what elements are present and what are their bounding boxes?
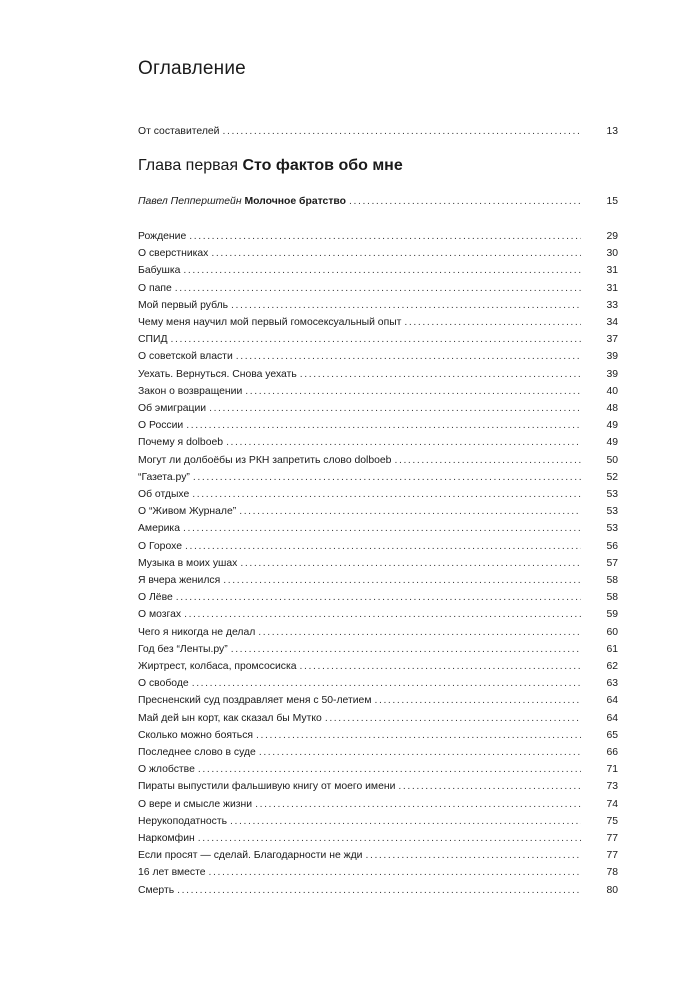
toc-entry-title: Музыка в моих ушах (138, 557, 238, 569)
toc-entry-title: Закон о возвращении (138, 385, 243, 397)
chapter-label: Глава первая (138, 157, 239, 174)
chapter-heading[interactable] (138, 155, 403, 177)
dot-leader (198, 831, 581, 847)
toc-entry-title: Если просят — сделай. Благодарности не жди (138, 850, 363, 862)
dot-leader (184, 607, 581, 623)
toc-entry[interactable] (138, 831, 618, 847)
dot-leader (394, 453, 581, 469)
toc-entry-title: Пираты выпустили фальшивую книгу от моего имени (138, 781, 396, 793)
toc-entry-page: 33 (606, 299, 618, 311)
toc-entry-page: 34 (606, 317, 618, 328)
toc-entry-page: 48 (606, 403, 618, 414)
dot-leader (192, 487, 581, 503)
toc-entry-page: 71 (606, 764, 618, 776)
toc-entry[interactable] (138, 607, 618, 623)
toc-entry-page: 31 (606, 265, 618, 277)
toc-entry-title: 16 лет вместе (138, 867, 206, 879)
toc-entry-title: Бабушка (138, 265, 181, 277)
toc-entry[interactable] (138, 453, 618, 469)
toc-entry-title: О Горохе (138, 540, 182, 552)
dot-leader (183, 521, 581, 537)
toc-entry[interactable] (138, 487, 618, 503)
toc-entry-title: Рождение (138, 231, 187, 242)
dot-leader (240, 556, 581, 572)
dot-leader (259, 745, 581, 761)
toc-entry-title: О жлобстве (138, 764, 195, 776)
dot-leader (300, 367, 581, 383)
dot-leader (300, 659, 581, 675)
dot-leader (223, 573, 581, 589)
toc-entry[interactable] (138, 797, 618, 813)
toc-entry-title: О вере и смысле жизни (138, 798, 253, 810)
dot-leader (398, 779, 581, 795)
toc-entry-title: Чего я никогда не делал (138, 626, 256, 638)
toc-entry-page: 77 (606, 833, 618, 844)
dot-leader (231, 298, 581, 314)
toc-entry-title: Сколько можно бояться (138, 729, 254, 741)
toc-entry[interactable] (138, 659, 618, 675)
toc-entry[interactable] (138, 281, 618, 297)
dot-leader (175, 281, 581, 297)
dot-leader (185, 539, 581, 555)
toc-entry-page: 53 (606, 506, 618, 518)
toc-entry-page: 61 (606, 643, 618, 655)
toc-entry[interactable] (138, 470, 618, 486)
toc-entry-title: Америка (138, 523, 180, 535)
toc-entry-title: Смерть (138, 884, 175, 896)
toc-entry-title: О мозгах (138, 609, 182, 621)
toc-entry[interactable] (138, 332, 618, 348)
toc-entry-page: 30 (606, 248, 618, 260)
dot-leader (186, 418, 581, 434)
toc-entry-page: 63 (606, 678, 618, 690)
toc-entry-title: Год без “Ленты.ру” (138, 643, 228, 655)
toc-entry-page: 75 (606, 815, 618, 827)
toc-entry-page: 78 (606, 867, 618, 879)
toc-entry[interactable] (138, 676, 618, 692)
dot-leader (183, 263, 581, 279)
toc-entry-title: О свободе (138, 678, 189, 690)
dot-leader (258, 625, 581, 641)
dot-leader (209, 401, 581, 417)
dot-leader (177, 883, 581, 899)
toc-entry-page: 13 (606, 126, 618, 137)
toc-entry[interactable] (138, 315, 618, 331)
dot-leader (189, 229, 581, 245)
toc-entry[interactable] (138, 693, 618, 709)
toc-entry-title: О сверстниках (138, 248, 209, 260)
toc-entry-page: 64 (606, 695, 618, 707)
dot-leader (245, 384, 581, 400)
toc-entry[interactable] (138, 246, 618, 262)
dot-leader (231, 642, 581, 658)
toc-entry-page: 60 (606, 626, 618, 638)
toc-entry-title: Мой первый рубль (138, 299, 229, 311)
toc-entry-title: Жиртрест, колбаса, промсосиска (138, 661, 297, 672)
toc-entry-page: 80 (606, 884, 618, 896)
dot-leader (193, 470, 581, 486)
toc-entry-title: Май дей ын корт, как сказал бы Мутко (138, 712, 322, 724)
toc-entry-page: 62 (606, 661, 618, 672)
chapter-title: Сто фактов обо мне (242, 157, 403, 174)
toc-entry-page: 53 (606, 489, 618, 500)
toc-entry-title: О “Живом Журнале” (138, 506, 237, 518)
toc-entry[interactable] (138, 504, 618, 520)
dot-leader (198, 762, 581, 778)
toc-entry[interactable] (138, 384, 618, 400)
toc-entry-title: Нерукоподатность (138, 815, 228, 827)
toc-entry-title: Об отдыхе (138, 489, 190, 500)
dot-leader (349, 194, 581, 210)
toc-entry-page: 49 (606, 420, 618, 432)
toc-entry-page: 15 (606, 196, 618, 207)
toc-entry-title: Пресненский суд поздравляет меня с 50-летием (138, 695, 372, 707)
toc-entry-title: О Лёве (138, 592, 173, 604)
toc-entry-page: 59 (606, 609, 618, 621)
dot-leader (255, 797, 581, 813)
toc-entry-title: “Газета.ру” (138, 471, 190, 483)
dot-leader (222, 124, 581, 140)
toc-entry-page: 53 (606, 523, 618, 535)
toc-entry-page: 65 (606, 729, 618, 741)
toc-entry-title: СПИД (138, 334, 168, 346)
dot-leader (170, 332, 581, 348)
dot-leader (239, 504, 581, 520)
toc-entry-title: Почему я dolboeb (138, 437, 224, 449)
dot-leader (226, 435, 581, 451)
toc-entry[interactable] (138, 229, 618, 245)
dot-leader (236, 349, 581, 365)
dot-leader (365, 848, 581, 864)
toc-entry[interactable] (138, 745, 618, 761)
toc-entry-page: 73 (606, 781, 618, 793)
toc-entry[interactable] (138, 573, 618, 589)
toc-entry-title: От составителей (138, 126, 220, 137)
toc-entry[interactable] (138, 556, 618, 572)
toc-entry-title: О России (138, 420, 184, 432)
toc-entry[interactable] (138, 263, 618, 279)
toc-entry[interactable] (138, 728, 618, 744)
toc-entry[interactable] (138, 298, 618, 314)
toc-entry-page: 56 (606, 540, 618, 552)
toc-entry[interactable] (138, 711, 618, 727)
dot-leader (192, 676, 581, 692)
toc-entry[interactable] (138, 539, 618, 555)
toc-entry-intro[interactable] (138, 194, 618, 210)
toc-entry-page: 29 (606, 231, 618, 242)
toc-entry-title: Наркомфин (138, 833, 195, 844)
toc-entry-page: 49 (606, 437, 618, 449)
toc-entry[interactable] (138, 642, 618, 658)
toc-entry-title: Последнее слово в суде (138, 747, 256, 758)
toc-entry[interactable] (138, 762, 618, 778)
toc-entry-page: 40 (606, 385, 618, 397)
toc-entry-title: О советской власти (138, 351, 233, 363)
toc-entry[interactable] (138, 883, 618, 899)
toc-entry-title: Чему меня научил мой первый гомосексуальный опыт (138, 317, 402, 328)
toc-entry[interactable] (138, 848, 618, 864)
toc-entry[interactable] (138, 418, 618, 434)
toc-entry-title: Могут ли долбоёбы из РКН запретить слово dolboeb (138, 454, 392, 466)
toc-entry-page: 57 (606, 557, 618, 569)
page-title: Оглавление (138, 58, 246, 79)
dot-leader (176, 590, 581, 606)
toc-entry-page: 52 (606, 471, 618, 483)
toc-entry-title: Об эмиграции (138, 403, 207, 414)
toc-entry[interactable] (138, 814, 618, 830)
toc-entry-title: Я вчера женился (138, 575, 221, 586)
intro-author: Павел Пепперштейн (138, 196, 242, 207)
dot-leader (256, 728, 581, 744)
toc-entry-title: Уехать. Вернуться. Снова уехать (138, 368, 297, 380)
toc-entry-page: 58 (606, 575, 618, 586)
dot-leader (325, 711, 581, 727)
toc-entry[interactable] (138, 625, 618, 641)
dot-leader (209, 865, 581, 881)
dot-leader (374, 693, 581, 709)
toc-entry-page: 39 (606, 351, 618, 363)
toc-entry[interactable] (138, 349, 618, 365)
toc-entry-page: 77 (606, 850, 618, 862)
intro-title: Молочное братство (244, 196, 347, 207)
toc-entry[interactable] (138, 367, 618, 383)
toc-entry-page: 66 (606, 747, 618, 758)
toc-entry[interactable] (138, 865, 618, 881)
toc-entry[interactable] (138, 401, 618, 417)
dot-leader (211, 246, 581, 262)
toc-entry-page: 74 (606, 798, 618, 810)
toc-entry-title (138, 194, 346, 210)
toc-entry-page: 64 (606, 712, 618, 724)
toc-entry[interactable] (138, 590, 618, 606)
toc-entry[interactable] (138, 779, 618, 795)
toc-entry-page: 31 (606, 282, 618, 294)
toc-entry-front[interactable] (138, 124, 618, 140)
toc-entry-page: 58 (606, 592, 618, 604)
dot-leader (404, 315, 581, 331)
dot-leader (230, 814, 581, 830)
toc-entry-page: 37 (606, 334, 618, 346)
toc-entry-title: О папе (138, 282, 172, 294)
toc-entry[interactable] (138, 435, 618, 451)
toc-entry-page: 50 (606, 454, 618, 466)
toc-entry-page: 39 (606, 368, 618, 380)
toc-entry[interactable] (138, 521, 618, 537)
